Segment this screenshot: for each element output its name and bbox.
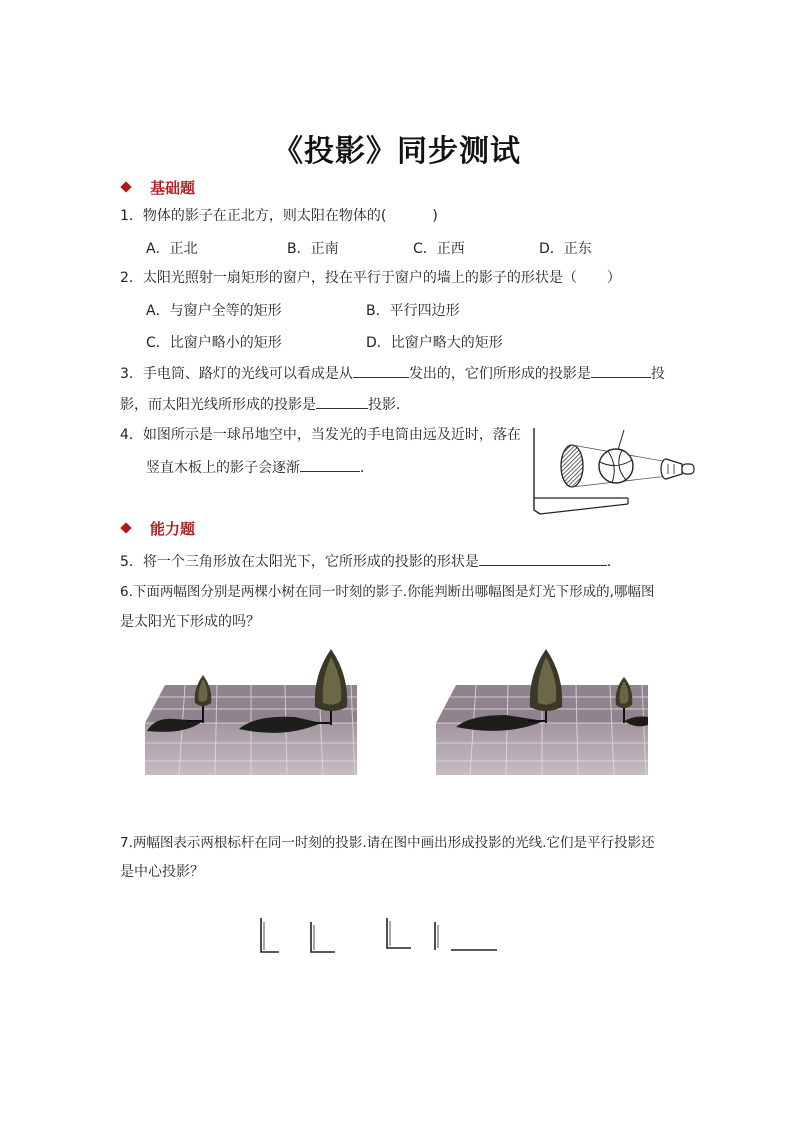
question-5 <box>120 551 621 572</box>
diamond-icon <box>120 181 131 192</box>
q5-text-a: 5．将一个三角形放在太阳光下，它所形成的投影的形状是 <box>120 554 479 570</box>
question-2 <box>120 268 621 288</box>
string-line <box>618 430 624 450</box>
q4-text-a: 竖直木板上的影子会逐渐 <box>146 460 300 476</box>
q1-option-b[interactable]: B．正南 <box>287 241 339 257</box>
q2-option-a[interactable]: A．与窗户全等的矩形 <box>146 303 282 319</box>
question-1-stem: 1．物体的影子在正北方，则太阳在物体的( <box>120 208 387 224</box>
pole-with-shadow <box>435 922 497 950</box>
question-1 <box>120 206 438 226</box>
q2-option-d[interactable]: D．比窗户略大的矩形 <box>366 335 503 351</box>
question-1-paren-close: ) <box>432 208 438 224</box>
q2-option-c[interactable]: C．比窗户略小的矩形 <box>146 335 282 351</box>
shadow-ellipse-icon <box>561 445 583 487</box>
q1-option-d[interactable]: D．正东 <box>539 241 592 257</box>
fill-blank[interactable] <box>300 457 360 472</box>
diamond-icon <box>120 522 131 533</box>
question-4-line-2 <box>146 457 374 478</box>
question-3-line-1 <box>120 363 665 384</box>
section-ability-label: 能力题 <box>150 520 196 538</box>
question-3-line-2 <box>120 394 410 415</box>
tree-shadow-figure-2 <box>436 645 648 775</box>
question-7-line-1: 7.两幅图表示两根标杆在同一时刻的投影.请在图中画出形成投影的光线.它们是平行投影还 <box>120 835 655 851</box>
flashlight-ball-figure <box>528 424 700 516</box>
fill-blank[interactable] <box>353 363 409 378</box>
q3-text-b: 发出的，它们所形成的投影是 <box>408 366 591 382</box>
question-6-line-2: 是太阳光下形成的吗？ <box>120 614 260 630</box>
section-basic-heading <box>122 177 195 198</box>
poles-shadow-figure <box>255 912 505 958</box>
q3-text-e: 投影． <box>368 397 410 413</box>
q2-option-b[interactable]: B．平行四边形 <box>366 303 460 319</box>
section-ability-heading <box>122 518 195 539</box>
section-basic-label: 基础题 <box>150 179 196 197</box>
flashlight-icon <box>661 459 694 479</box>
question-7-line-2: 是中心投影？ <box>120 864 204 880</box>
fill-blank[interactable] <box>591 363 651 378</box>
question-6-line-1: 6.下面两幅图分别是两棵小树在同一时刻的影子.你能判断出哪幅图是灯光下形成的,哪幅图 <box>120 584 655 600</box>
page-title: 《投影》同步测试 <box>273 134 521 169</box>
fill-blank[interactable] <box>316 394 368 409</box>
question-4-line-1: 4．如图所示是一球吊地空中，当发光的手电筒由远及近时，落在 <box>120 427 521 443</box>
pole-with-shadow <box>311 922 335 952</box>
tree-shadow-figure-1 <box>145 645 357 775</box>
question-2-stem: 2．太阳光照射一扇矩形的窗户，投在平行于窗户的墙上的影子的形状是（ <box>120 270 577 286</box>
q3-text-a: 3．手电筒、路灯的光线可以看成是从 <box>120 366 353 382</box>
pole-with-shadow <box>261 918 279 952</box>
q1-option-c[interactable]: C．正西 <box>413 241 465 257</box>
fill-blank[interactable] <box>479 551 607 566</box>
q1-option-a[interactable]: A．正北 <box>146 241 198 257</box>
q5-text-b: ． <box>606 554 621 570</box>
pole-with-shadow <box>387 918 411 948</box>
question-2-paren-close: ） <box>606 270 621 286</box>
q4-text-b: ． <box>360 460 374 476</box>
basketball-icon <box>599 449 633 483</box>
q3-text-c: 投 <box>650 366 665 382</box>
q3-text-d: 影，而太阳光线所形成的投影是 <box>120 397 316 413</box>
